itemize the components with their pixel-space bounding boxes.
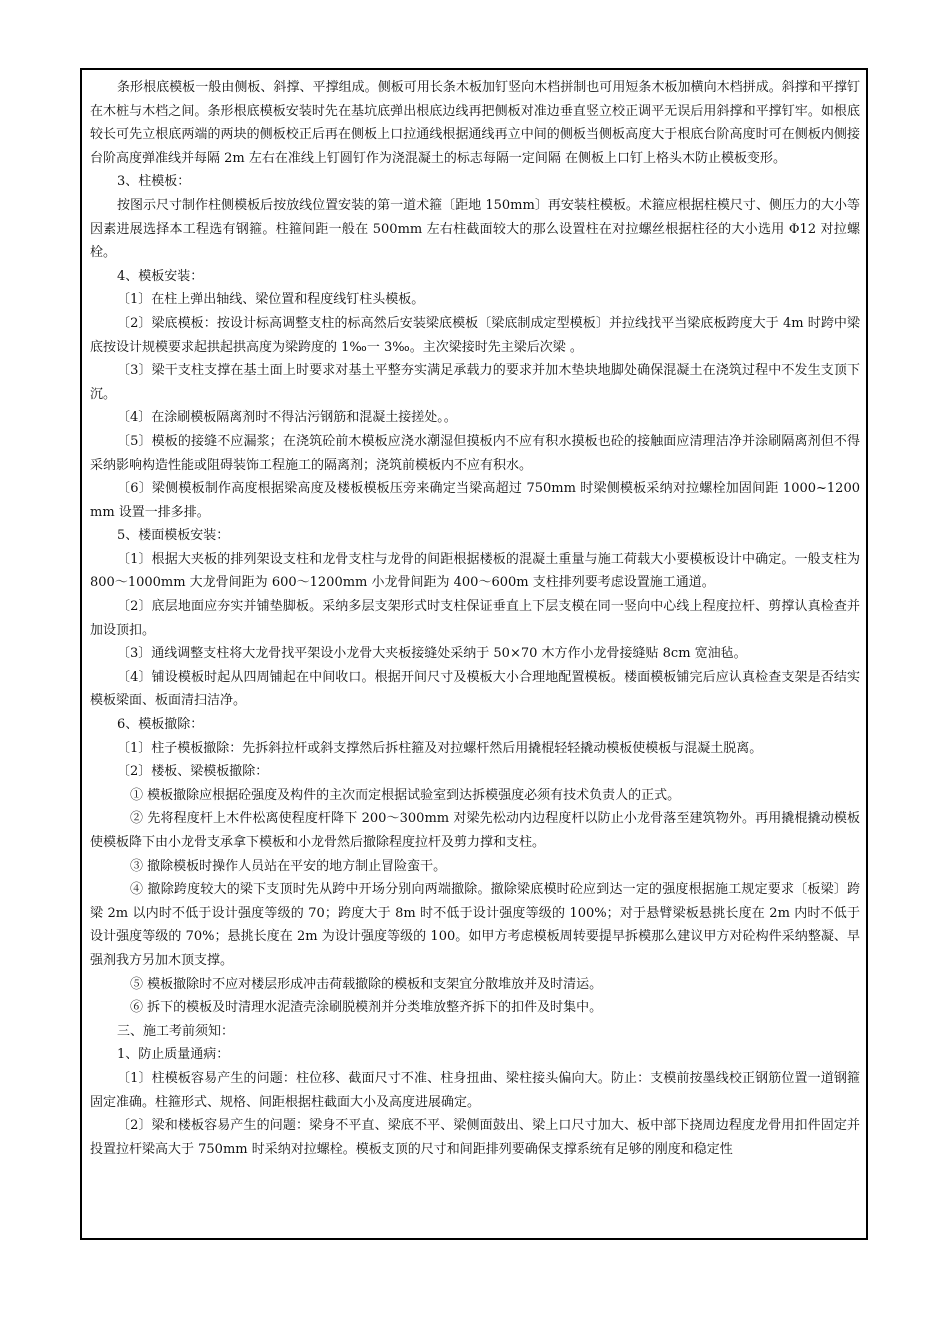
list-item: 〔2〕梁底模板：按设计标高调整支柱的标高然后安装梁底模板〔梁底制成定型模板〕并拉线找平当梁底板跨度大于 4m 时跨中梁底按设计规模要求起拱起拱高度为梁跨度的 1‰一 3‰。主次梁接时先主梁后次梁 。: [90, 315, 860, 355]
list-item: ③ 撤除模板时操作人员站在平安的地方制止冒险蛮干。: [130, 858, 447, 874]
list-item: 〔2〕梁和楼板容易产生的问题：梁身不平直、梁底不平、梁侧面鼓出、梁上口尺寸加大、板中部下挠周边程度龙骨用扣件固定并投置拉杆梁高大于 750mm 时采纳对拉螺栓。模板支顶的尺寸和间距排列要确保支撑系统有足够的刚度和稳定性: [90, 1118, 860, 1157]
section-heading: 5、楼面模板安装：: [117, 528, 230, 544]
list-item: 〔5〕模板的接缝不应漏浆；在浇筑砼前木模板应浇水潮湿但摸板内不应有积水摸板也砼的接触面应清理洁净并涂刷隔离剂但不得采纳影响构造性能或阻碍装饰工程施工的隔离剂；浇筑前模板内不应有积水。: [90, 433, 860, 473]
section-heading: 1、防止质量通病：: [117, 1047, 230, 1063]
section-heading: 三、施工考前须知：: [117, 1023, 235, 1039]
list-item: ⑤ 模板撤除时不应对楼层形成冲击荷载撤除的模板和支架宜分散堆放并及时清运。: [130, 976, 603, 992]
list-item: 〔4〕在涂刷模板隔离剂时不得沾污钢筋和混凝土接搓处。。: [117, 410, 457, 426]
document-frame: [80, 68, 868, 1240]
paragraph: 按图示尺寸制作柱侧模板后按放线位置安装的第一道术箍〔距地 150mm〕再安装柱模板。术箍应根据柱模尺寸、侧压力的大小等因素进展选择本工程选有钢箍。柱箍间距一般在 500mm 左右柱截面较大的那么设置柱在对拉螺丝根据柱径的大小选用 Φ12 对拉螺栓。: [90, 197, 860, 261]
list-item: 〔6〕梁侧模板制作高度根据梁高度及楼板模板压旁来确定当梁高超过 750mm 时梁侧模板采纳对拉螺栓加固间距 1000~1200mm 设置一排多排。: [90, 481, 860, 520]
list-item: 〔2〕底层地面应夯实并铺垫脚板。采纳多层支架形式时支柱保证垂直上下层支模在同一竖向中心线上程度拉杆、剪撑认真检查并加设顶扣。: [90, 599, 860, 638]
list-item: 〔1〕在柱上弹出轴线、梁位置和程度线钉柱头模板。: [117, 292, 425, 308]
list-item: ④ 撤除跨度较大的梁下支顶时先从跨中开场分别向两端撤除。撤除梁底模时砼应到达一定的强度根据施工规定要求〔板梁〕跨梁 2m 以内时不低于设计强度等级的 70；跨度大于 8m 时不低于设计强度等级的 100%；对于悬臂梁板悬挑长度在 2m 内时不低于设计强度等级的 70%；悬挑长度在 2m 为设计强度等级的 100。如甲方考虑模板周转要提早拆模那么建议甲方对砼构件采纳整凝、早强剂我方另加木顶支撑。: [90, 882, 860, 968]
list-item: 〔3〕通线调整支柱将大龙骨找平架设小龙骨大夹板接缝处采纳于 50×70 木方作小龙骨接缝贴 8cm 宽油毡。: [117, 646, 747, 662]
section-heading: 6、模板撤除：: [117, 717, 204, 733]
section-heading: 4、模板安装：: [117, 268, 204, 284]
paragraph: 条形根底模板一般由侧板、斜撑、平撑组成。侧板可用长条木板加钉竖向木档拼制也可用短条木板加横向木档拼成。斜撑和平撑钉在木桩与木档之间。条形根底模板安装时先在基坑底弹出根底边线再把侧板对准边垂直竖立校正调平无误后用斜撑和平撑钉牢。如根底较长可先立根底两端的两块的侧板校正后再在侧板上口拉通线根据通线再立中间的侧板当侧板高度大于根底台阶高度时可在侧板内侧接台阶高度弹准线并每隔 2m 左右在准线上钉圆钉作为浇混凝土的标志每隔一定间隔 在侧板上口钉上格头木防止模板变形。: [90, 80, 860, 166]
list-item: 〔3〕梁干支柱支撑在基土面上时要求对基土平整夯实满足承载力的要求并加木垫块地脚处确保混凝土在浇筑过程中不发生支顶下沉。: [90, 363, 860, 402]
list-item: 〔4〕铺设模板时起从四周铺起在中间收口。根据开间尺寸及模板大小合理地配置模板。楼面模板铺完后应认真检查支架是否结实模板梁面、板面清扫洁净。: [90, 669, 860, 709]
list-item: 〔1〕柱子模板撤除：先拆斜拉杆或斜支撑然后拆柱箍及对拉螺杆然后用撬棍轻轻撬动模板使模板与混凝土脱离。: [117, 740, 763, 756]
list-item: ① 模板撤除应根据砼强度及构件的主次而定根据试验室到达拆模强度必须有技术负责人的正式。: [130, 787, 681, 803]
section-heading: 3、柱模板：: [117, 174, 191, 190]
document-body: [90, 76, 860, 1161]
list-item: ② 先将程度杆上木件松离使程度杆降下 200～300mm 对梁先松动内边程度杆以防止小龙骨落至建筑物外。再用撬棍撬动模板使模板降下由小龙骨支承拿下模板和小龙骨然后撤除程度拉杆及剪力撑和支柱。: [90, 811, 860, 850]
list-item: ⑥ 拆下的模板及时清理水泥渣壳涂刷脱模剂并分类堆放整齐拆下的扣件及时集中。: [130, 1000, 603, 1016]
list-item: 〔2〕楼板、梁模板撤除：: [117, 764, 269, 780]
list-item: 〔1〕柱模板容易产生的问题：柱位移、截面尺寸不准、柱身扭曲、梁柱接头偏向大。防止：支模前按墨线校正钢筋位置一道钢箍固定准确。柱箍形式、规格、间距根据柱截面大小及高度进展确定。: [90, 1070, 860, 1110]
list-item: 〔1〕根据大夹板的排列架设支柱和龙骨支柱与龙骨的间距根据楼板的混凝土重量与施工荷载大小要模板设计中确定。一般支柱为 800～1000mm 大龙骨间距为 600～1200mm 小龙骨间距为 400～600m 支柱排列要考虑设置施工通道。: [90, 551, 860, 591]
